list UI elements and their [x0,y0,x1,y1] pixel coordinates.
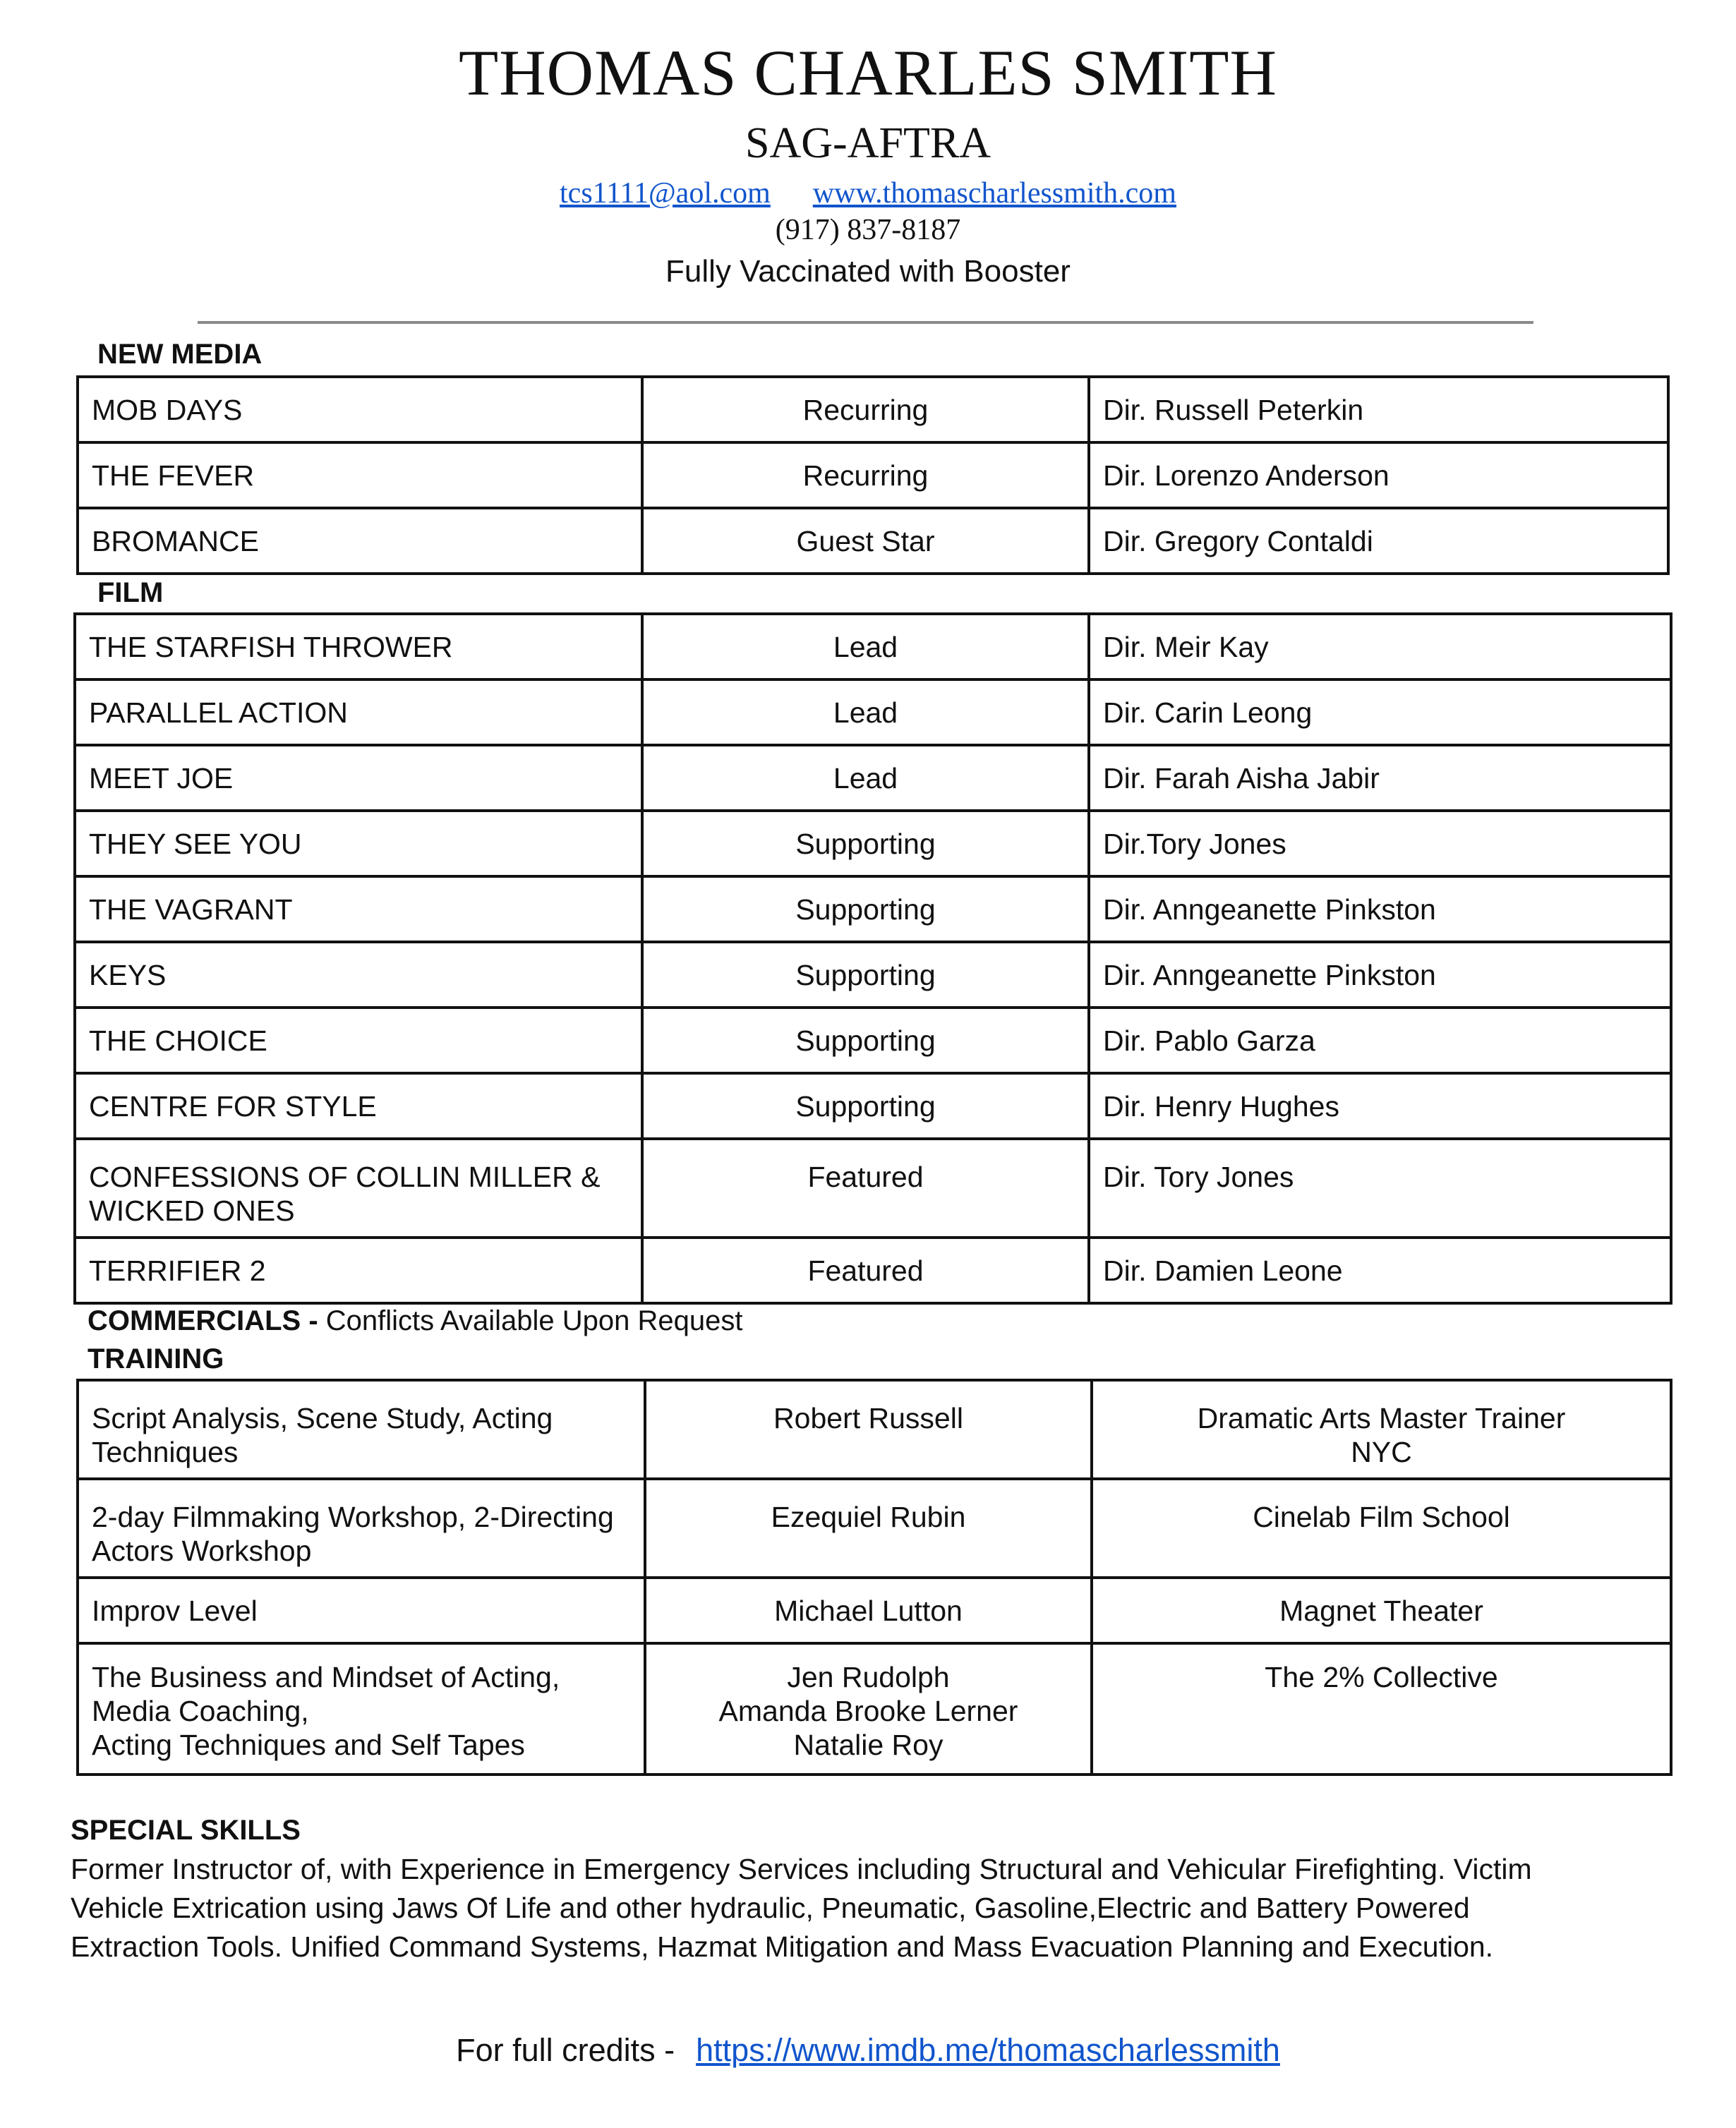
contact-line [0,176,1736,210]
course: 2-day Filmmaking Workshop, 2-Directing Actors Workshop [78,1479,645,1578]
school: Magnet Theater [1092,1578,1671,1643]
director: Dir. Lorenzo Anderson [1089,442,1668,508]
table-row [75,614,1671,679]
course: Improv Level [78,1578,645,1643]
role: Lead [642,679,1089,745]
teacher: Michael Lutton [645,1578,1092,1643]
director: Dir.Tory Jones [1089,811,1671,876]
project-title: CONFESSIONS OF COLLIN MILLER & WICKED ONES [75,1139,642,1238]
teacher: Robert Russell [645,1380,1092,1479]
table-row [75,1139,1671,1238]
project-title: THEY SEE YOU [75,811,642,876]
role: Lead [642,745,1089,811]
project-title: MOB DAYS [78,377,642,442]
imdb-link[interactable]: https://www.imdb.me/thomascharlessmith [696,2032,1280,2068]
project-title: MEET JOE [75,745,642,811]
role: Lead [642,614,1089,679]
director: Dir. Tory Jones [1089,1139,1671,1238]
role: Featured [642,1139,1089,1238]
course: The Business and Mindset of Acting, Media Coaching, Acting Techniques and Self Tapes [78,1643,645,1775]
director: Dir. Farah Aisha Jabir [1089,745,1671,811]
role: Supporting [642,876,1089,942]
role: Recurring [642,442,1089,508]
section-title-film: FILM [97,577,164,608]
role: Supporting [642,942,1089,1008]
project-title: KEYS [75,942,642,1008]
project-title: THE FEVER [78,442,642,508]
school: Dramatic Arts Master Trainer NYC [1092,1380,1671,1479]
school: The 2% Collective [1092,1643,1671,1775]
director: Dir. Anngeanette Pinkston [1089,942,1671,1008]
project-title: THE STARFISH THROWER [75,614,642,679]
teacher: Ezequiel Rubin [645,1479,1092,1578]
table-row [75,942,1671,1008]
website-link[interactable]: www.thomascharlessmith.com [812,177,1176,210]
header-divider [198,321,1533,324]
training-table [76,1379,1672,1776]
union-affiliation: SAG-AFTRA [745,119,991,167]
project-title: THE VAGRANT [75,876,642,942]
table-row [75,876,1671,942]
section-title-new-media: NEW MEDIA [97,339,263,370]
role: Featured [642,1238,1089,1303]
section-title-special-skills: SPECIAL SKILLS [71,1815,301,1846]
director: Dir. Henry Hughes [1089,1073,1671,1139]
phone-number: (917) 837-8187 [775,214,961,246]
table-row [75,679,1671,745]
director: Dir. Carin Leong [1089,679,1671,745]
table-row [78,1380,1671,1479]
project-title: TERRIFIER 2 [75,1238,642,1303]
table-row [78,508,1668,574]
email-link[interactable]: tcs1111@aol.com [560,177,771,210]
vaccination-status: Fully Vaccinated with Booster [665,254,1071,289]
table-row [78,1578,1671,1643]
table-row [75,811,1671,876]
project-title: CENTRE FOR STYLE [75,1073,642,1139]
special-skills-text: Former Instructor of, with Experience in Emergency Services including Structural and Vehicular Firefighting. Victim Vehicle Extrication using Jaws Of Life and other hydraulic, Pneumatic, Gasoline,Electric and Battery Powered Extraction Tools. Unified Command Systems, Hazmat Mitigation and Mass Evacuation Planning and Execution. [71,1853,1532,1963]
director: Dir. Pablo Garza [1089,1008,1671,1073]
role: Guest Star [642,508,1089,574]
director: Dir. Meir Kay [1089,614,1671,679]
project-title: THE CHOICE [75,1008,642,1073]
director: Dir. Anngeanette Pinkston [1089,876,1671,942]
commercials-note: Conflicts Available Upon Request [318,1305,743,1336]
new-media-table [76,375,1670,575]
director: Dir. Damien Leone [1089,1238,1671,1303]
course: Script Analysis, Scene Study, Acting Techniques [78,1380,645,1479]
table-row [78,442,1668,508]
section-title-training: TRAINING [88,1343,224,1374]
table-row [75,1073,1671,1139]
table-row [75,745,1671,811]
director: Dir. Gregory Contaldi [1089,508,1668,574]
school: Cinelab Film School [1092,1479,1671,1578]
resume-name: THOMAS CHARLES SMITH [459,37,1277,109]
project-title: PARALLEL ACTION [75,679,642,745]
role: Supporting [642,811,1089,876]
footer-label: For full credits - [456,2032,675,2068]
table-row [78,1479,1671,1578]
film-table [73,612,1672,1305]
table-row [75,1238,1671,1303]
footer-credits [0,2032,1736,2069]
teacher: Jen Rudolph Amanda Brooke Lerner Natalie Roy [645,1643,1092,1775]
commercials-label: COMMERCIALS - [88,1305,318,1336]
role: Supporting [642,1008,1089,1073]
table-row [78,1643,1671,1775]
project-title: BROMANCE [78,508,642,574]
role: Supporting [642,1073,1089,1139]
section-title-commercials [88,1305,742,1337]
table-row [78,377,1668,442]
director: Dir. Russell Peterkin [1089,377,1668,442]
role: Recurring [642,377,1089,442]
table-row [75,1008,1671,1073]
